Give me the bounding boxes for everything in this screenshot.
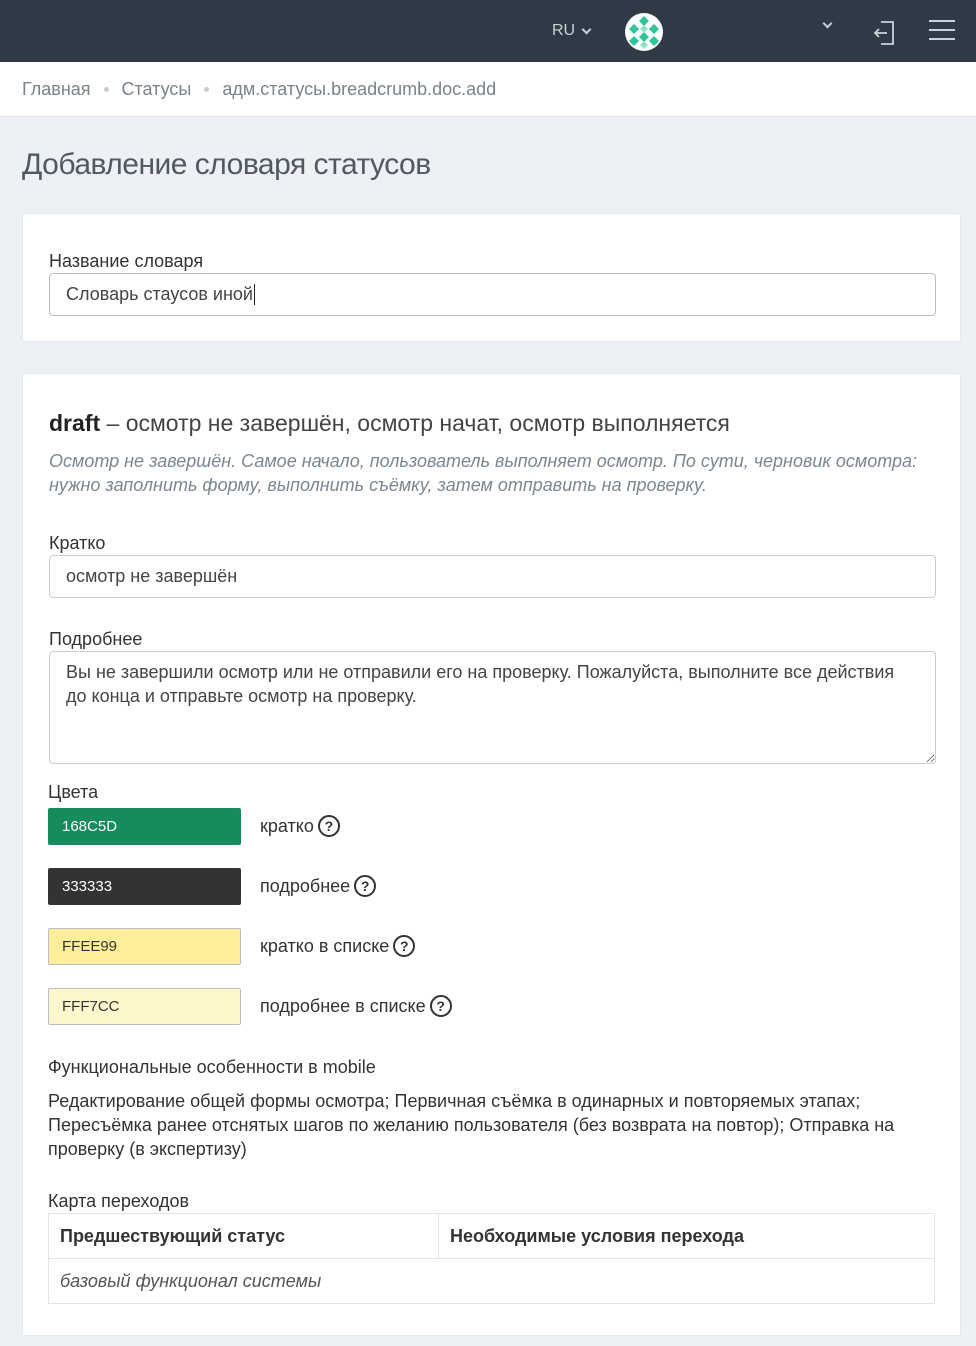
- short-value: осмотр не завершён: [66, 566, 238, 586]
- mobile-features-text: Редактирование общей формы осмотра; Первичная съёмка в одинарных и повторяемых этапах; Пересъёмка ранее отснятых шагов по желанию пользователя (без возврата на повтор); Отправка на проверку (в экспертизу): [48, 1091, 895, 1159]
- table-cell: базовый функционал системы: [49, 1259, 935, 1304]
- breadcrumb-current: адм.статусы.breadcrumb.doc.add: [222, 78, 497, 99]
- breadcrumb-home[interactable]: Главная: [22, 78, 91, 99]
- language-selector[interactable]: [552, 22, 590, 40]
- user-menu-toggle[interactable]: [824, 24, 831, 27]
- breadcrumb-separator: [104, 87, 109, 92]
- mobile-features-title: Функциональные особенности в mobile: [48, 1057, 376, 1077]
- help-icon[interactable]: ?: [318, 815, 340, 837]
- color-label-text: подробнее: [260, 875, 351, 896]
- color-label-text: кратко в списке: [260, 935, 390, 956]
- logout-icon[interactable]: [872, 20, 896, 46]
- status-card: [22, 373, 961, 1336]
- color-swatch-detail-list[interactable]: [48, 988, 241, 1025]
- help-icon[interactable]: ?: [354, 875, 376, 897]
- color-value: FFEE99: [62, 938, 118, 955]
- dictionary-name-input[interactable]: [49, 273, 936, 316]
- color-swatch-short[interactable]: [48, 808, 241, 845]
- status-description: Осмотр не завершён. Самое начало, пользователь выполняет осмотр. По сути, черновик осмотра: нужно заполнить форму, выполнить съёмку, затем отправить на проверку.: [49, 451, 918, 495]
- color-label-short-list: [260, 935, 415, 957]
- status-heading: [49, 410, 730, 437]
- dictionary-name-card: [22, 213, 961, 342]
- chevron-down-icon: [823, 19, 833, 29]
- color-label-text: подробнее в списке: [260, 995, 426, 1016]
- text-caret: [254, 284, 255, 305]
- breadcrumb-statuses[interactable]: Статусы: [121, 78, 192, 99]
- colors-label: Цвета: [48, 782, 99, 802]
- color-label-detail-list: [260, 995, 452, 1017]
- help-icon[interactable]: ?: [393, 935, 415, 957]
- short-input[interactable]: [49, 555, 936, 598]
- color-label-detail: [260, 875, 376, 897]
- color-swatch-short-list[interactable]: [48, 928, 241, 965]
- column-header: Предшествующий статус: [49, 1214, 439, 1259]
- color-value: 333333: [62, 878, 113, 895]
- transition-map-table: [48, 1213, 935, 1304]
- status-code: draft: [49, 410, 101, 436]
- color-value: 168C5D: [62, 818, 118, 835]
- top-navbar: [0, 0, 976, 62]
- chevron-down-icon: [582, 24, 592, 34]
- short-label: Кратко: [49, 533, 106, 553]
- help-icon[interactable]: ?: [430, 995, 452, 1017]
- status-summary: – осмотр не завершён, осмотр начат, осмотр выполняется: [100, 410, 730, 436]
- transition-map-title: Карта переходов: [48, 1191, 190, 1211]
- breadcrumb-separator: [204, 87, 209, 92]
- column-header: Необходимые условия перехода: [439, 1214, 935, 1259]
- page-title: Добавление словаря статусов: [22, 148, 431, 181]
- color-label-short: [260, 815, 340, 837]
- detail-textarea[interactable]: [49, 651, 936, 764]
- dictionary-name-value: Словарь стаусов иной: [66, 284, 253, 304]
- dictionary-name-label: Название словаря: [49, 251, 204, 271]
- color-label-text: кратко: [260, 815, 314, 836]
- logo-icon[interactable]: [625, 13, 663, 51]
- color-value: FFF7CC: [62, 998, 120, 1015]
- color-swatch-detail[interactable]: [48, 868, 241, 905]
- table-row: [49, 1259, 935, 1304]
- table-header-row: [49, 1214, 935, 1259]
- breadcrumb: [0, 62, 976, 117]
- language-label: RU: [552, 22, 576, 39]
- detail-label: Подробнее: [49, 629, 143, 649]
- menu-icon[interactable]: [929, 20, 955, 42]
